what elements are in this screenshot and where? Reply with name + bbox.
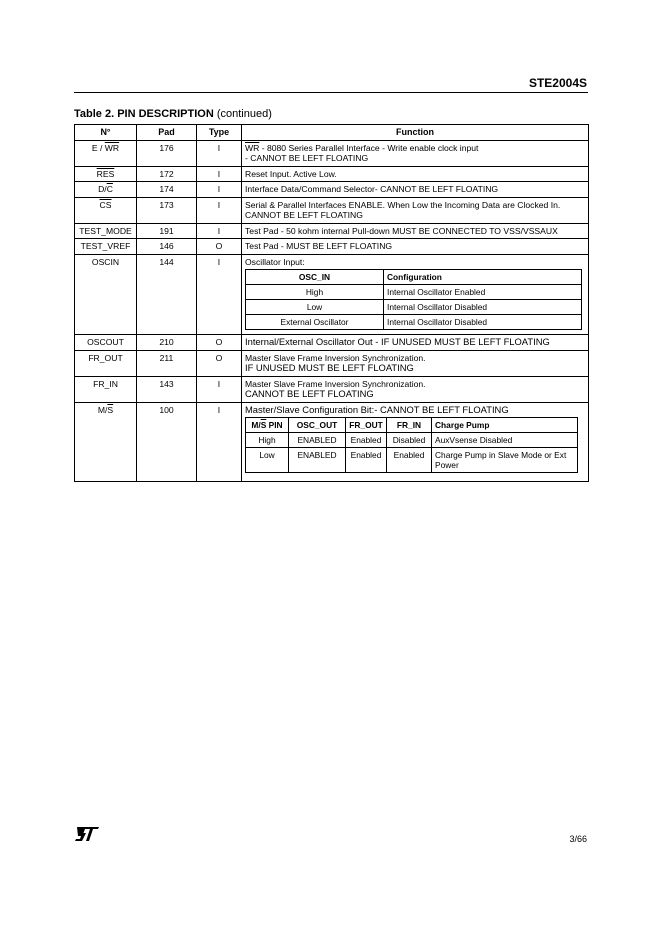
fr-out-value: Enabled — [346, 448, 387, 473]
pin-description-table — [74, 124, 589, 482]
pin-pad: 172 — [137, 166, 197, 182]
pin-pad: 173 — [137, 197, 197, 223]
table-caption-title: Table 2. PIN DESCRIPTION — [74, 108, 214, 120]
pin-name — [75, 166, 137, 182]
pin-pad: 100 — [137, 402, 197, 482]
pin-name-prefix: E / — [91, 142, 105, 153]
table-row — [75, 223, 589, 239]
configuration-value: Internal Oscillator Disabled — [384, 315, 582, 330]
header-pad: Pad — [137, 125, 197, 141]
pin-type: O — [197, 350, 242, 376]
pin-name-overline: $\overline{WR}$ — [104, 142, 120, 153]
table-header-row — [75, 125, 589, 141]
document-title: STE2004S — [528, 76, 587, 90]
pin-type: I — [197, 376, 242, 402]
ms-pin-prefix: M/ — [251, 420, 261, 430]
oscillator-config-table — [245, 269, 582, 330]
pin-function — [242, 254, 589, 335]
pin-type: I — [197, 402, 242, 482]
pin-function: Test Pad - 50 kohm internal Pull-down MUST BE CONNECTED TO VSS/VSSAUX — [242, 223, 589, 239]
function-line2: IF UNUSED MUST BE LEFT FLOATING — [245, 362, 414, 373]
pin-pad: 211 — [137, 350, 197, 376]
pin-name-prefix: D/ — [98, 184, 107, 194]
pin-pad: 143 — [137, 376, 197, 402]
pin-name-overline: $\overline{S}$ — [107, 404, 114, 415]
pin-function: Serial & Parallel Interfaces ENABLE. When Low the Incoming Data are Clocked In. CANNOT BE LEFT FLOATING — [242, 197, 589, 223]
function-line2: - CANNOT BE LEFT FLOATING — [245, 153, 369, 163]
pin-function — [242, 376, 589, 402]
header-rule — [74, 92, 588, 93]
pin-pad: 144 — [137, 254, 197, 335]
pin-name: OSCIN — [75, 254, 137, 335]
header-osc-in: OSC_IN — [246, 270, 384, 285]
sub-table-header-row — [246, 270, 582, 285]
fr-in-value: Enabled — [387, 448, 432, 473]
table-row — [75, 254, 589, 335]
page-number: 3/66 — [569, 834, 587, 844]
sub-table-header-row — [246, 418, 578, 433]
pin-name — [75, 197, 137, 223]
pin-name: FR_OUT — [75, 350, 137, 376]
pin-function — [242, 402, 589, 482]
function-text: Master/Slave Configuration Bit:- CANNOT BE LEFT FLOATING — [245, 403, 509, 415]
pin-type: O — [197, 239, 242, 255]
ms-pin-value: High — [246, 433, 289, 448]
table-caption-continued: (continued) — [213, 108, 272, 120]
header-function: Function — [242, 125, 589, 141]
sub-table-row — [246, 300, 582, 315]
function-text: Master Slave Frame Inversion Synchronization. — [245, 352, 426, 363]
header-ms-pin — [246, 418, 289, 433]
header-type: Type — [197, 125, 242, 141]
function-text: Master Slave Frame Inversion Synchronization. — [245, 378, 426, 389]
sub-table-row — [246, 448, 578, 473]
pin-name — [75, 140, 137, 166]
table-row — [75, 197, 589, 223]
st-logo-icon — [74, 826, 100, 842]
pin-pad: 210 — [137, 335, 197, 351]
pin-function — [242, 140, 589, 166]
pin-function — [242, 350, 589, 376]
pin-function: Internal/External Oscillator Out - IF UNUSED MUST BE LEFT FLOATING — [242, 335, 589, 351]
table-row — [75, 166, 589, 182]
header-fr-in: FR_IN — [387, 418, 432, 433]
ms-pin-suffix: PIN — [266, 420, 283, 430]
pin-name-prefix: M/ — [97, 404, 108, 415]
pin-name: TEST_MODE — [75, 223, 137, 239]
fr-out-value: Enabled — [346, 433, 387, 448]
charge-pump-value: Charge Pump in Slave Mode or Ext Power — [432, 448, 578, 473]
pin-function: Test Pad - MUST BE LEFT FLOATING — [242, 239, 589, 255]
pin-pad: 174 — [137, 182, 197, 198]
master-slave-config-table — [245, 417, 578, 473]
pin-type: I — [197, 197, 242, 223]
pin-name-overline: $\overline{RES}$ — [96, 168, 115, 179]
sub-table-row — [246, 285, 582, 300]
pin-type: I — [197, 254, 242, 335]
pin-name — [75, 402, 137, 482]
function-text: Oscillator Input: — [245, 256, 305, 267]
header-charge-pump: Charge Pump — [432, 418, 578, 433]
pin-name-overline: $\overline{CS}$ — [99, 199, 112, 210]
pin-name — [75, 182, 137, 198]
header-number: N° — [75, 125, 137, 141]
pin-pad: 191 — [137, 223, 197, 239]
ms-pin-overline: $\overline{S}$ — [260, 420, 267, 430]
pin-name: FR_IN — [75, 376, 137, 402]
sub-table-row — [246, 433, 578, 448]
pin-function: Interface Data/Command Selector- CANNOT BE LEFT FLOATING — [242, 182, 589, 198]
osc-in-value: External Oscillator — [246, 315, 384, 330]
table-row — [75, 182, 589, 198]
ms-pin-value: Low — [246, 448, 289, 473]
osc-in-value: Low — [246, 300, 384, 315]
charge-pump-value: AuxVsense Disabled — [432, 433, 578, 448]
sub-table-row — [246, 315, 582, 330]
function-overline: $\overline{WR}$ — [245, 142, 260, 153]
function-text: - 8080 Series Parallel Interface - Write enable clock input — [259, 142, 479, 153]
pin-function: Reset Input. Active Low. — [242, 166, 589, 182]
pin-name: OSCOUT — [75, 335, 137, 351]
pin-type: I — [197, 223, 242, 239]
pin-name-overline: $\overline{C}$ — [106, 184, 113, 194]
table-row — [75, 140, 589, 166]
pin-type: I — [197, 182, 242, 198]
header-fr-out: FR_OUT — [346, 418, 387, 433]
configuration-value: Internal Oscillator Disabled — [384, 300, 582, 315]
configuration-value: Internal Oscillator Enabled — [384, 285, 582, 300]
table-row — [75, 350, 589, 376]
fr-in-value: Disabled — [387, 433, 432, 448]
header-configuration: Configuration — [384, 270, 582, 285]
function-line2: CANNOT BE LEFT FLOATING — [245, 388, 374, 399]
pin-name: TEST_VREF — [75, 239, 137, 255]
pin-type: I — [197, 166, 242, 182]
pin-pad: 176 — [137, 140, 197, 166]
pin-pad: 146 — [137, 239, 197, 255]
pin-type: I — [197, 140, 242, 166]
table-row — [75, 402, 589, 482]
osc-in-value: High — [246, 285, 384, 300]
header-osc-out: OSC_OUT — [289, 418, 346, 433]
table-row — [75, 239, 589, 255]
osc-out-value: ENABLED — [289, 448, 346, 473]
osc-out-value: ENABLED — [289, 433, 346, 448]
table-caption — [74, 108, 272, 120]
table-row — [75, 376, 589, 402]
table-row — [75, 335, 589, 351]
pin-type: O — [197, 335, 242, 351]
